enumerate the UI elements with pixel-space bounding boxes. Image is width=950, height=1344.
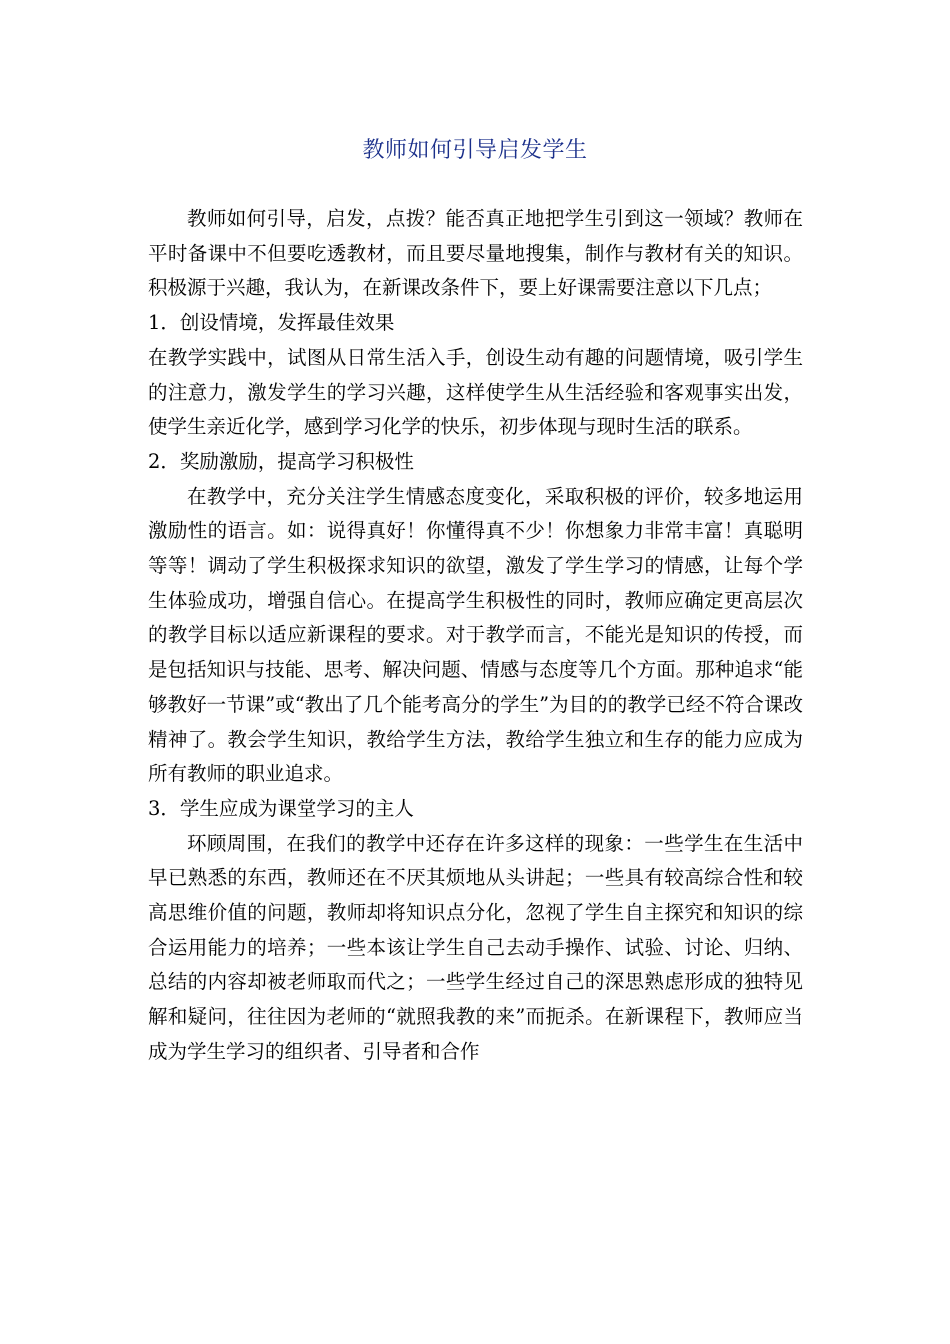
section-heading-2: 2．奖励激励，提高学习积极性 <box>148 449 414 473</box>
section-heading-1: 1．创设情境，发挥最佳效果 <box>148 311 395 335</box>
paragraph-section-1: 在教学实践中，试图从日常生活入手，创设生动有趣的问题情境，吸引学生的注意力，激发学生的学习兴趣，这样使学生从生活经验和客观事实出发，使学生亲近化学，感到学习化学的快乐，初步体现与现时生活的联系。 <box>148 345 803 439</box>
document-body <box>148 202 803 1070</box>
document-title: 教师如何引导启发学生 <box>362 138 588 163</box>
section-heading-3: 3．学生应成为课堂学习的主人 <box>148 796 414 820</box>
paragraph-intro: 教师如何引导，启发，点拨？能否真正地把学生引到这一领域？教师在平时备课中不但要吃透教材，而且要尽量地搜集，制作与教材有关的知识。积极源于兴趣，我认为，在新课改条件下，要上好课需要注意以下几点； <box>148 207 803 300</box>
paragraph-section-2: 在教学中，充分关注学生情感态度变化，采取积极的评价，较多地运用激励性的语言。如：说得真好！你懂得真不少！你想象力非常丰富！真聪明等等！调动了学生积极探求知识的欲望，激发了学生学习的情感，让每个学生体验成功，增强自信心。在提高学生积极性的同时，教师应确定更高层次的教学目标以适应新课程的要求。对于教学而言，不能光是知识的传授，而是包括知识与技能、思考、解决问题、情感与态度等几个方面。那种追求“能够教好一节课”或“教出了几个能考高分的学生”为目的的教学已经不符合课改精神了。教会学生知识，教给学生方法，教给学生独立和生存的能力应成为所有教师的职业追求。 <box>148 484 803 786</box>
paragraph-section-3: 环顾周围，在我们的教学中还存在许多这样的现象：一些学生在生活中早已熟悉的东西，教师还在不厌其烦地从头讲起；一些具有较高综合性和较高思维价值的问题，教师却将知识点分化，忽视了学生自主探究和知识的综合运用能力的培养；一些本该让学生自己去动手操作、试验、讨论、归纳、总结的内容却被老师取而代之；一些学生经过自己的深思熟虑形成的独特见解和疑问，往往因为老师的“就照我教的来”而扼杀。在新课程下，教师应当成为学生学习的组织者、引导者和合作 <box>148 831 803 1063</box>
